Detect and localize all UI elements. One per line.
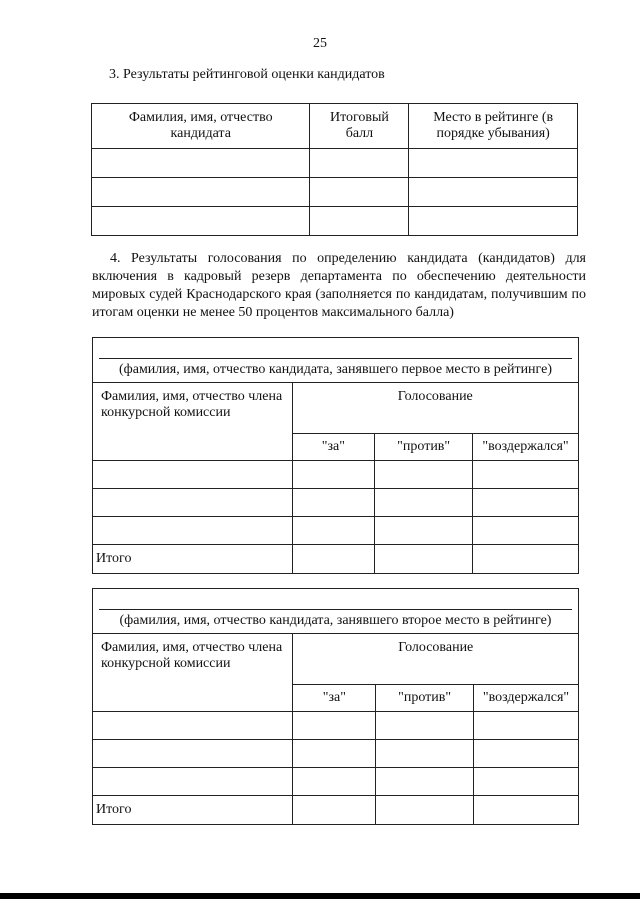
vote-header-row [93, 634, 579, 685]
candidate-caption: (фамилия, имя, отчество кандидата, занявшего второе место в рейтинге) [119, 613, 552, 628]
table-row [92, 207, 578, 236]
candidate-name-row [93, 589, 579, 634]
member-header: Фамилия, имя, отчество члена конкурсной комиссии [93, 634, 293, 712]
option-against: "против" [376, 685, 474, 712]
candidate-name-line [99, 609, 572, 610]
table-row [93, 740, 579, 768]
voting-header: Голосование [292, 383, 579, 434]
rating-results-table [91, 103, 578, 236]
option-for: "за" [293, 685, 376, 712]
total-label: Итого [93, 545, 293, 574]
table-row [92, 178, 578, 207]
voting-header: Голосование [293, 634, 579, 685]
section3-title: 3. Результаты рейтинговой оценки кандидатов [109, 67, 385, 82]
total-row [93, 796, 579, 825]
option-abstain: "воздержался" [473, 434, 579, 461]
header-rank: Место в рейтинге (в порядке убывания) [409, 104, 578, 149]
header-candidate-name: Фамилия, имя, отчество кандидата [92, 104, 310, 149]
vote-table-first-place [92, 337, 579, 574]
candidate-name-line [99, 358, 572, 359]
option-abstain: "воздержался" [474, 685, 579, 712]
candidate-caption: (фамилия, имя, отчество кандидата, занявшего первое место в рейтинге) [119, 362, 552, 377]
table-row [93, 712, 579, 740]
total-row [93, 545, 579, 574]
section4-text: 4. Результаты голосования по определению кандидата (кандидатов) для включения в кадровый резерв департамента по обеспечению деятельности мировых судей Краснодарского края (заполняется по кандидатам, получившим по итогам оценки не менее 50 процентов максимального балла) [92, 251, 586, 320]
option-against: "против" [375, 434, 473, 461]
scan-edge-bar [0, 893, 640, 899]
table-row [93, 768, 579, 796]
option-for: "за" [292, 434, 375, 461]
total-label: Итого [93, 796, 293, 825]
member-header: Фамилия, имя, отчество члена конкурсной комиссии [93, 383, 293, 461]
table-row [93, 517, 579, 545]
header-total-score: Итоговый балл [310, 104, 409, 149]
page-number: 25 [313, 36, 327, 51]
table-row [93, 461, 579, 489]
table-row [92, 149, 578, 178]
vote-table-second-place [92, 588, 579, 825]
table-header-row [92, 104, 578, 149]
table-row [93, 489, 579, 517]
vote-header-row [93, 383, 579, 434]
candidate-name-row [93, 338, 579, 383]
